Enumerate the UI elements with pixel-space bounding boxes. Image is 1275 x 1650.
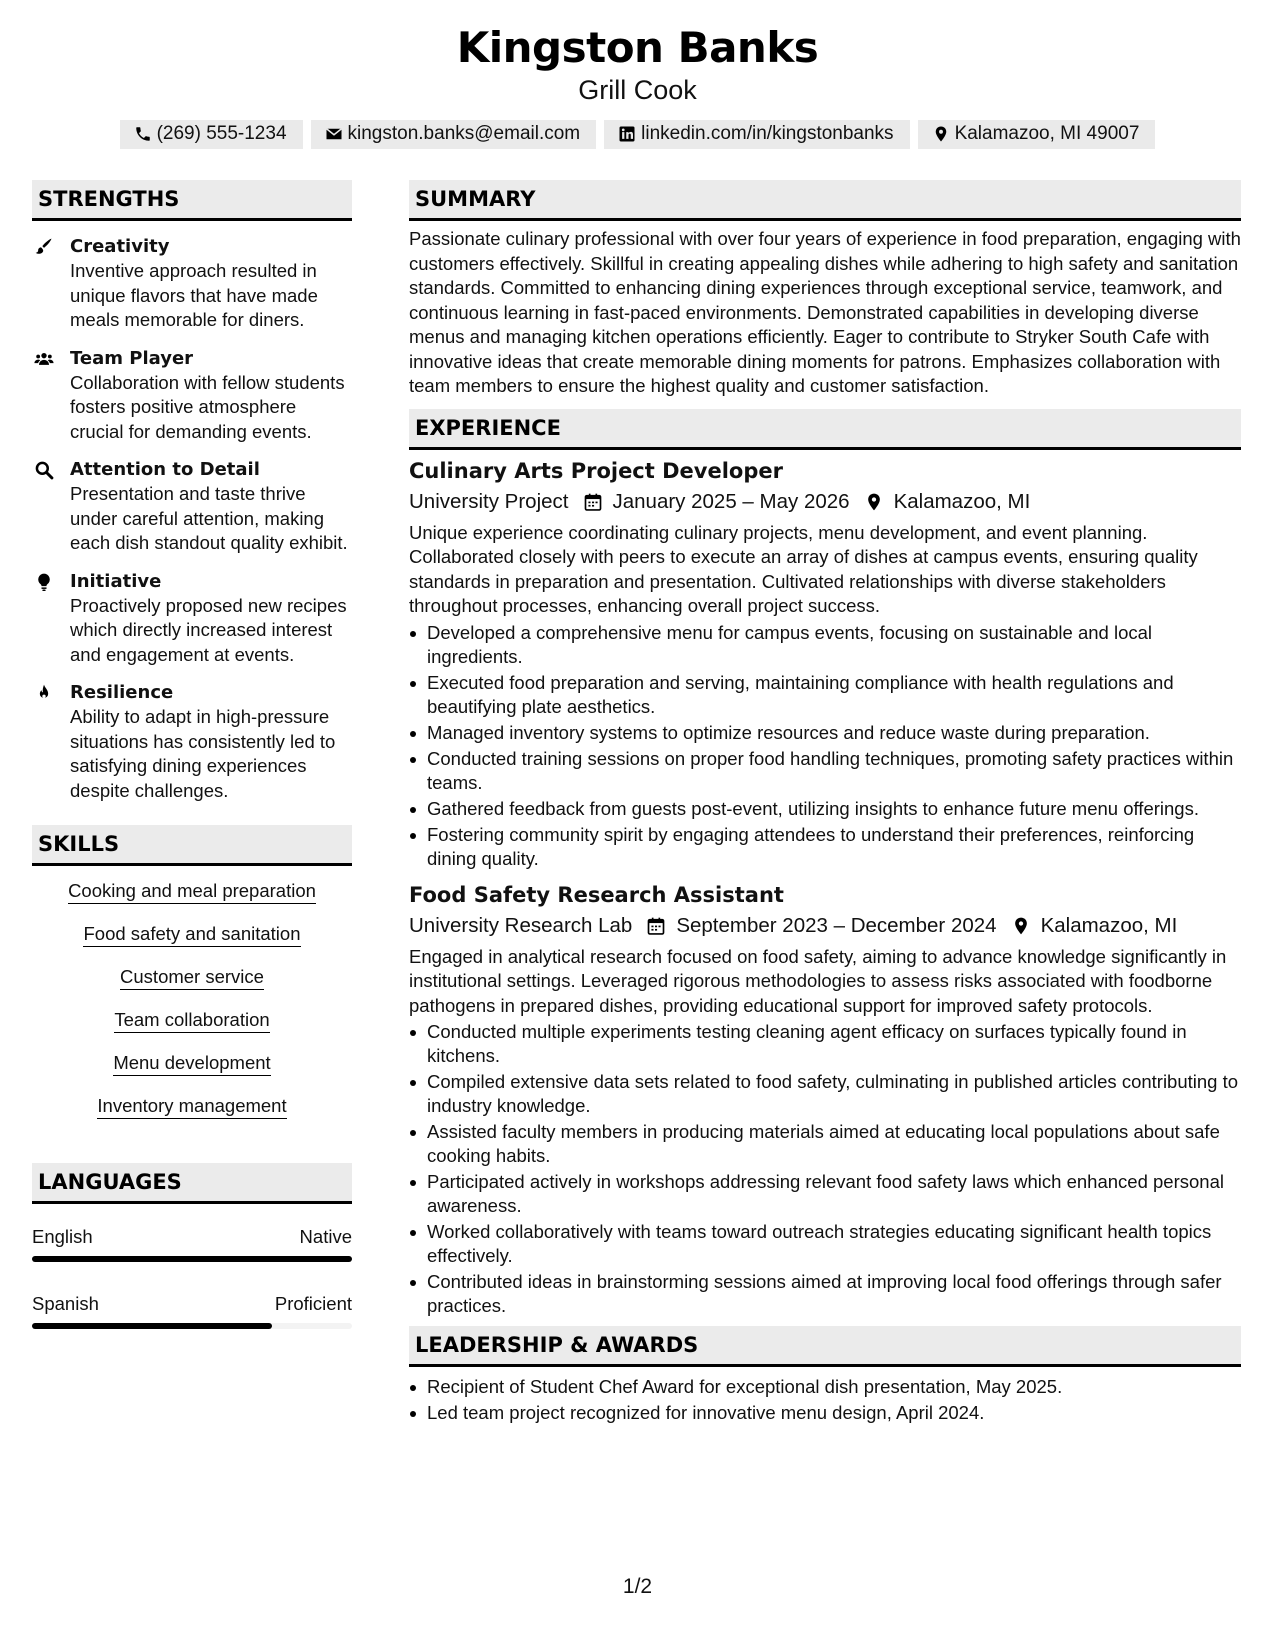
date-range: September 2023 – December 2024 [676,913,997,937]
job-location: Kalamazoo, MI [1040,913,1178,937]
achievement-item: Executed food preparation and serving, maintaining compliance with health regulations and beautifying plate aesthetics. [409,671,1241,719]
users-icon [34,349,54,369]
achievement-list [409,621,1241,871]
lightbulb-icon [34,572,54,592]
strength-desc: Inventive approach resulted in unique flavors that have made meals memorable for diners. [70,260,318,330]
achievement-item: Conducted multiple experiments testing cleaning agent efficacy on surfaces typically found in kitchens. [409,1020,1241,1068]
strength-title: Attention to Detail [70,459,260,480]
skill-tag: Food safety and sanitation [83,923,300,947]
linkedin-icon [618,125,636,143]
resume-header [0,22,1275,149]
right-column [409,180,1241,1427]
language-level: Proficient [274,1293,352,1314]
job-title: Grill Cook [578,75,697,105]
calendar-icon [646,916,666,936]
achievement-item: Assisted faculty members in producing materials aimed at educating local populations about safe cooking habits. [409,1120,1241,1168]
strength-item [32,680,352,803]
language-row [32,1293,352,1315]
strength-title: Initiative [70,570,162,592]
position-meta [409,487,1241,517]
strength-title: Resilience [70,682,174,703]
strength-desc: Ability to adapt in high-pressure situations has consistently led to satisfying dining experiences despite challenges. [70,706,336,801]
contact-location [918,120,1156,149]
page-number: 1/2 [622,1575,653,1598]
envelope-icon [325,125,343,143]
language-level-bar [32,1323,352,1329]
strength-title: Team Player [70,347,194,369]
language-level: Native [299,1226,352,1247]
strength-desc: Presentation and taste thrive under careful attention, making each dish standout quality exhibit. [70,483,348,553]
map-pin-icon [1011,916,1031,936]
achievement-list [409,1020,1241,1318]
achievement-item: Worked collaboratively with teams toward outreach strategies educating significant health topics effectively. [409,1220,1241,1268]
date-range: January 2025 – May 2026 [612,489,850,513]
position-title: Food Safety Research Assistant [409,882,784,907]
achievement-item: Participated actively in workshops addressing relevant food safety laws which enhanced personal awareness. [409,1170,1241,1218]
strength-item [32,346,352,445]
skill-tag: Customer service [120,966,264,990]
position-title: Culinary Arts Project Developer [409,458,783,483]
contact-linkedin[interactable] [604,120,909,149]
contact-phone[interactable] [120,120,303,149]
language-level-fill [32,1256,352,1262]
left-column [32,180,352,1360]
achievement-item: Gathered feedback from guests post-event, utilizing insights to enhance future menu offerings. [409,797,1241,821]
skill-tag: Inventory management [97,1095,286,1119]
job-location: Kalamazoo, MI [893,489,1031,513]
contact-email[interactable] [311,120,597,149]
skill-tag: Team collaboration [114,1009,269,1033]
linkedin-text: linkedin.com/in/kingstonbanks [641,123,894,144]
strengths-heading: STRENGTHS [32,180,352,221]
organization: University Project [409,489,569,513]
achievement-item: Contributed ideas in brainstorming sessions aimed at improving local food offerings through safer practices. [409,1270,1241,1318]
strength-desc: Collaboration with fellow students fosters positive atmosphere crucial for demanding events. [70,371,345,442]
position-meta [409,911,1241,941]
phone-text: (269) 555-1234 [156,123,287,144]
search-icon [34,460,54,480]
experience-heading: EXPERIENCE [409,409,1241,450]
languages-list [32,1226,352,1329]
strength-title: Creativity [70,236,170,257]
strength-desc: Proactively proposed new recipes which directly increased interest and engagement at events. [70,594,347,665]
achievement-item: Managed inventory systems to optimize resources and reduce waste during preparation. [409,721,1241,745]
summary-text: Passionate culinary professional with over four years of experience in food preparation, engaging with customers effectively. Skillful in creating appealing dishes while adhering to high safety and sanitation standards. Committed to enhancing dining experiences through exceptional service, teamwork, and continuous learning in fast-paced environments. Demonstrated capabilities in developing diverse menus and managing kitchen operations efficiently. Eager to contribute to Stryker South Cafe with innovative ideas that create memorable dining moments for patrons. Emphasizes collaboration with team members to ensure the highest quality and customer satisfaction. [409,228,1241,396]
organization: University Research Lab [409,913,633,937]
map-pin-icon [864,492,884,512]
summary-heading: SUMMARY [409,180,1241,221]
phone-icon [134,125,152,143]
location-text: Kalamazoo, MI 49007 [954,123,1140,144]
skill-tag: Menu development [113,1052,270,1076]
skill-tag: Cooking and meal preparation [68,880,316,904]
skills-heading: SKILLS [32,825,352,866]
achievement-item: Fostering community spirit by engaging attendees to understand their preferences, reinforcing dining quality. [409,823,1241,871]
award-item: Recipient of Student Chef Award for exceptional dish presentation, May 2025. [409,1375,1241,1399]
achievement-item: Developed a comprehensive menu for campus events, focusing on sustainable and local ingredients. [409,621,1241,669]
experience-entry [409,457,1241,871]
language-name: Spanish [32,1293,99,1314]
position-description: Unique experience coordinating culinary projects, menu development, and event planning. Collaborated closely with peers to execute an array of dishes at campus events, ensuring quality standards in preparation and presentation. Cultivated relationships with diverse stakeholders throughout processes, enhancing overall project success. [409,521,1198,616]
awards-heading: LEADERSHIP & AWARDS [409,1326,1241,1367]
language-level-bar [32,1256,352,1262]
strength-item [32,457,352,556]
award-item: Led team project recognized for innovative menu design, April 2024. [409,1401,1241,1425]
awards-list [409,1375,1241,1425]
contact-bar [0,120,1275,149]
achievement-item: Conducted training sessions on proper food handling techniques, promoting safety practices within teams. [409,747,1241,795]
map-pin-icon [932,125,950,143]
language-level-fill [32,1323,272,1329]
fire-icon [34,683,54,703]
strength-item [32,569,352,668]
achievement-item: Compiled extensive data sets related to food safety, culminating in published articles contributing to industry knowledge. [409,1070,1241,1118]
languages-heading: LANGUAGES [32,1163,352,1204]
language-row [32,1226,352,1248]
calendar-icon [583,492,603,512]
email-text: kingston.banks@email.com [347,123,581,144]
candidate-name: Kingston Banks [456,23,819,72]
paintbrush-icon [34,237,54,257]
experience-entry [409,881,1241,1319]
language-name: English [32,1226,93,1247]
strength-item [32,234,352,333]
skills-list [32,880,352,1119]
position-description: Engaged in analytical research focused on food safety, aiming to advance knowledge significantly in institutional settings. Leveraged rigorous methodologies to assess risks associated with foodborne pathogens in prepared dishes, providing educational support for improved safety protocols. [409,945,1227,1016]
